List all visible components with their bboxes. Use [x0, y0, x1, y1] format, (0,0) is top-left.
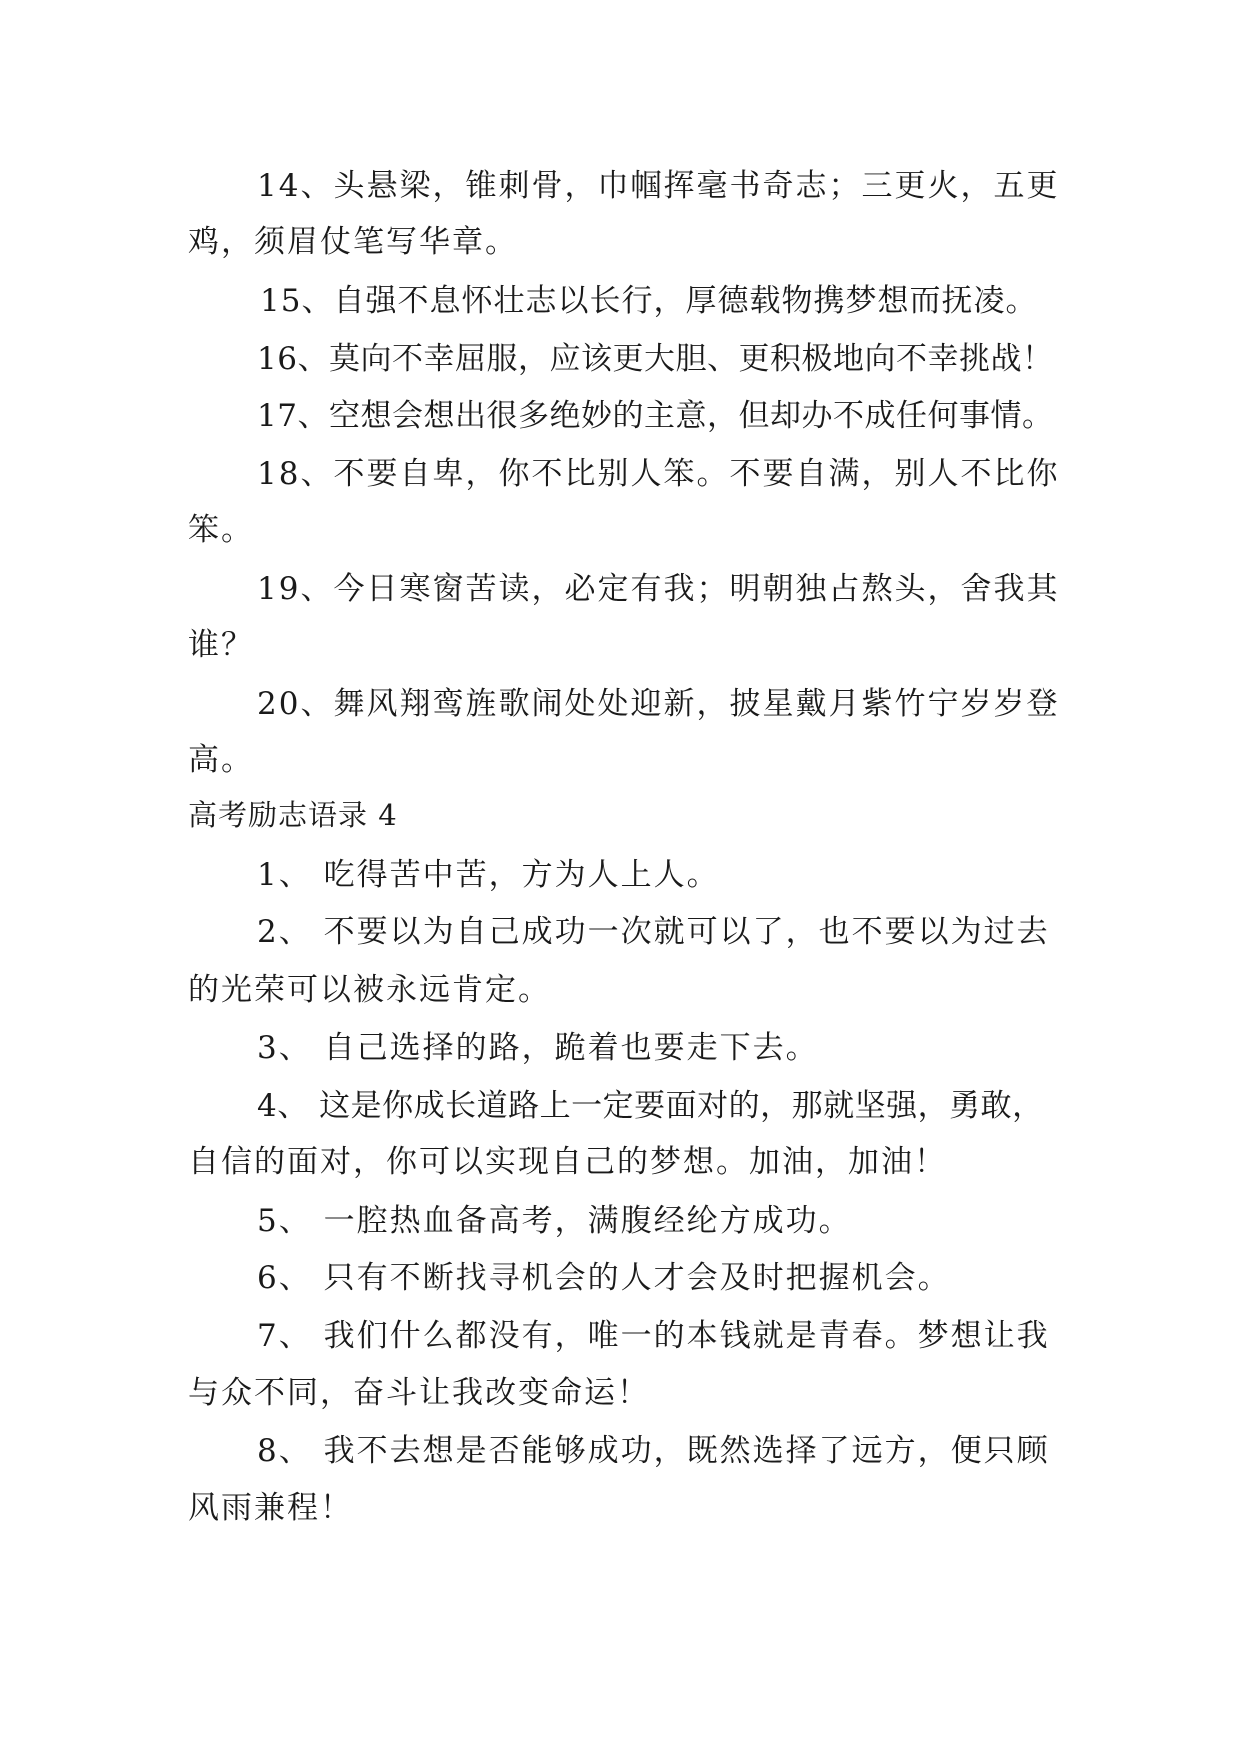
quote-7-line-1: 7、 我们什么都没有，唯一的本钱就是青春。梦想让我 [257, 1318, 1050, 1354]
quote-18-line-2: 笨。 [188, 512, 254, 548]
quote-20-line-1: 20、舞风翔鸾旌歌闹处处迎新，披星戴月紫竹宁岁岁登 [257, 686, 1060, 722]
quote-18-line-1: 18、不要自卑，你不比别人笨。不要自满，别人不比你 [257, 456, 1060, 492]
quote-2-line-2: 的光荣可以被永远肯定。 [188, 972, 551, 1008]
quote-15: 15、自强不息怀壮志以长行，厚德载物携梦想而抚凌。 [260, 283, 1038, 319]
quote-3: 3、 自己选择的路，跪着也要走下去。 [257, 1030, 819, 1066]
quote-5: 5、 一腔热血备高考，满腹经纶方成功。 [257, 1203, 852, 1239]
quote-14-line-1: 14、头悬梁，锥刺骨，巾帼挥毫书奇志；三更火，五更 [257, 168, 1060, 204]
quote-19-line-1: 19、今日寒窗苦读，必定有我；明朝独占熬头，舍我其 [257, 571, 1060, 607]
quote-14-line-2: 鸡，须眉仗笔写华章。 [188, 224, 518, 260]
quote-7-line-2: 与众不同，奋斗让我改变命运！ [188, 1375, 650, 1411]
quote-16: 16、莫向不幸屈服，应该更大胆、更积极地向不幸挑战！ [257, 341, 1054, 377]
quote-8-line-1: 8、 我不去想是否能够成功，既然选择了远方，便只顾 [257, 1433, 1050, 1469]
quote-4-line-2: 自信的面对，你可以实现自己的梦想。加油，加油！ [188, 1144, 947, 1180]
quote-4-line-1: 4、 这是你成长道路上一定要面对的，那就坚强，勇敢， [257, 1088, 1044, 1124]
section-heading: 高考励志语录 4 [188, 798, 398, 832]
quote-19-line-2: 谁？ [188, 627, 254, 663]
quote-6: 6、 只有不断找寻机会的人才会及时把握机会。 [257, 1260, 951, 1296]
quote-8-line-2: 风雨兼程！ [188, 1490, 353, 1526]
quote-2-line-1: 2、 不要以为自己成功一次就可以了，也不要以为过去 [257, 914, 1050, 950]
quote-1: 1、 吃得苦中苦，方为人上人。 [257, 857, 720, 893]
quote-17: 17、空想会想出很多绝妙的主意，但却办不成任何事情。 [257, 398, 1054, 434]
quote-20-line-2: 高。 [188, 742, 254, 778]
